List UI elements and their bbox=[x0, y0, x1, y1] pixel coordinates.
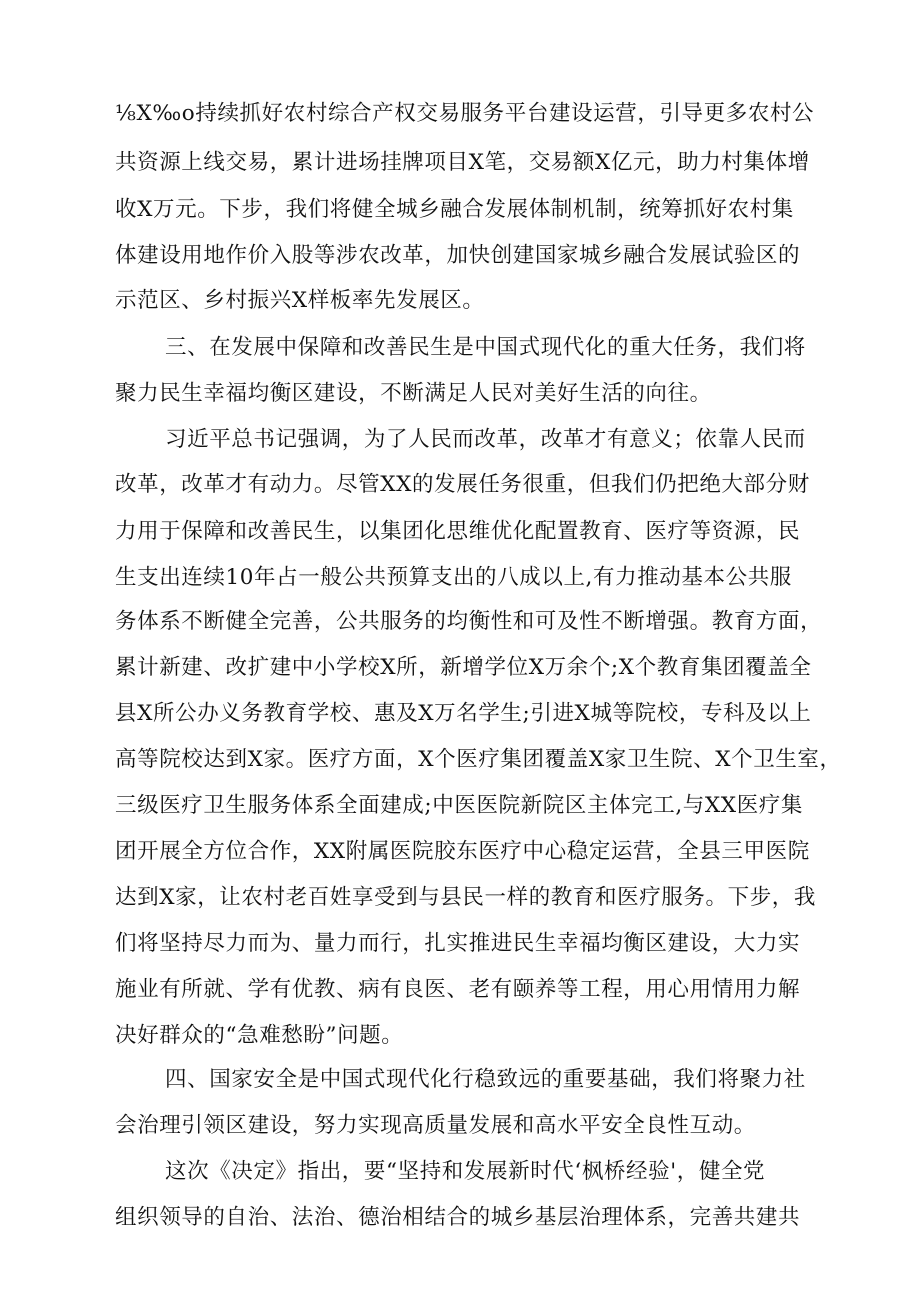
text-line: 改革，改革才有动力。尽管XX的发展任务很重，但我们仍把绝大部分财 bbox=[115, 472, 810, 497]
text-line: 四、国家安全是中国式现代化行稳致远的重要基础，我们将聚力社 bbox=[165, 1067, 806, 1092]
text-line: 务体系不断健全完善，公共服务的均衡性和可及性不断增强。教育方面， bbox=[115, 609, 823, 634]
text-line: 这次《决定》指出，要“坚持和发展新时代‘枫桥经验'，健全党 bbox=[165, 1159, 766, 1184]
text-line: 生支出连续10年占一般公共预算支出的八成以上,有力推动基本公共服 bbox=[115, 565, 792, 590]
text-line: 体建设用地作价入股等涉农改革，加快创建国家城乡融合发展试验区的 bbox=[115, 243, 801, 268]
text-line: 三、在发展中保障和改善民生是中国式现代化的重大任务，我们将 bbox=[165, 335, 806, 360]
text-line: 累计新建、改扩建中小学校X所，新增学位X万余个;X个教育集团覆盖全 bbox=[115, 655, 812, 680]
text-line: 共资源上线交易，累计进场挂牌项目X笔，交易额X亿元，助力村集体增 bbox=[115, 150, 810, 175]
text-line: 组织领导的自治、法治、德治相结合的城乡基层治理体系，完善共建共 bbox=[115, 1205, 801, 1230]
text-line: 会治理引领区建设，努力实现高质量发展和高水平安全良性互动。 bbox=[115, 1113, 756, 1138]
text-line: 习近平总书记强调，为了人民而改革，改革才有意义；依靠人民而 bbox=[165, 427, 806, 452]
text-line: 聚力民生幸福均衡区建设，不断满足人民对美好生活的向往。 bbox=[115, 381, 712, 406]
text-line: 团开展全方位合作，XX附属医院胶东医疗中心稳定运营，全县三甲医院 bbox=[115, 839, 810, 864]
text-line: 力用于保障和改善民生，以集团化思维优化配置教育、医疗等资源，民 bbox=[115, 519, 801, 544]
text-line: 高等院校达到X家。医疗方面，X个医疗集团覆盖X家卫生院、X个卫生室， bbox=[115, 747, 842, 772]
text-line: 决好群众的“急难愁盼”问题。 bbox=[115, 1023, 404, 1048]
text-line: ⅛X‰o持续抓好农村综合产权交易服务平台建设运营，引导更多农村公 bbox=[115, 101, 815, 126]
text-line: 施业有所就、学有优教、病有良医、老有颐养等工程，用心用情用力解 bbox=[115, 977, 801, 1002]
text-line: 示范区、乡村振兴X样板率先发展区。 bbox=[115, 288, 485, 313]
text-line: 们将坚持尽力而为、量力而行，扎实推进民生幸福均衡区建设，大力实 bbox=[115, 931, 801, 956]
text-line: 达到X家，让农村老百姓享受到与县民一样的教育和医疗服务。下步，我 bbox=[115, 885, 817, 910]
text-line: 县X所公办义务教育学校、惠及X万名学生;引进X城等院校，专科及以上 bbox=[115, 701, 812, 726]
text-line: 收X万元。下步，我们将健全城乡融合发展体制机制，统筹抓好农村集 bbox=[115, 197, 794, 222]
text-line: 三级医疗卫生服务体系全面建成;中医医院新院区主体完工,与XX医疗集 bbox=[115, 793, 803, 818]
